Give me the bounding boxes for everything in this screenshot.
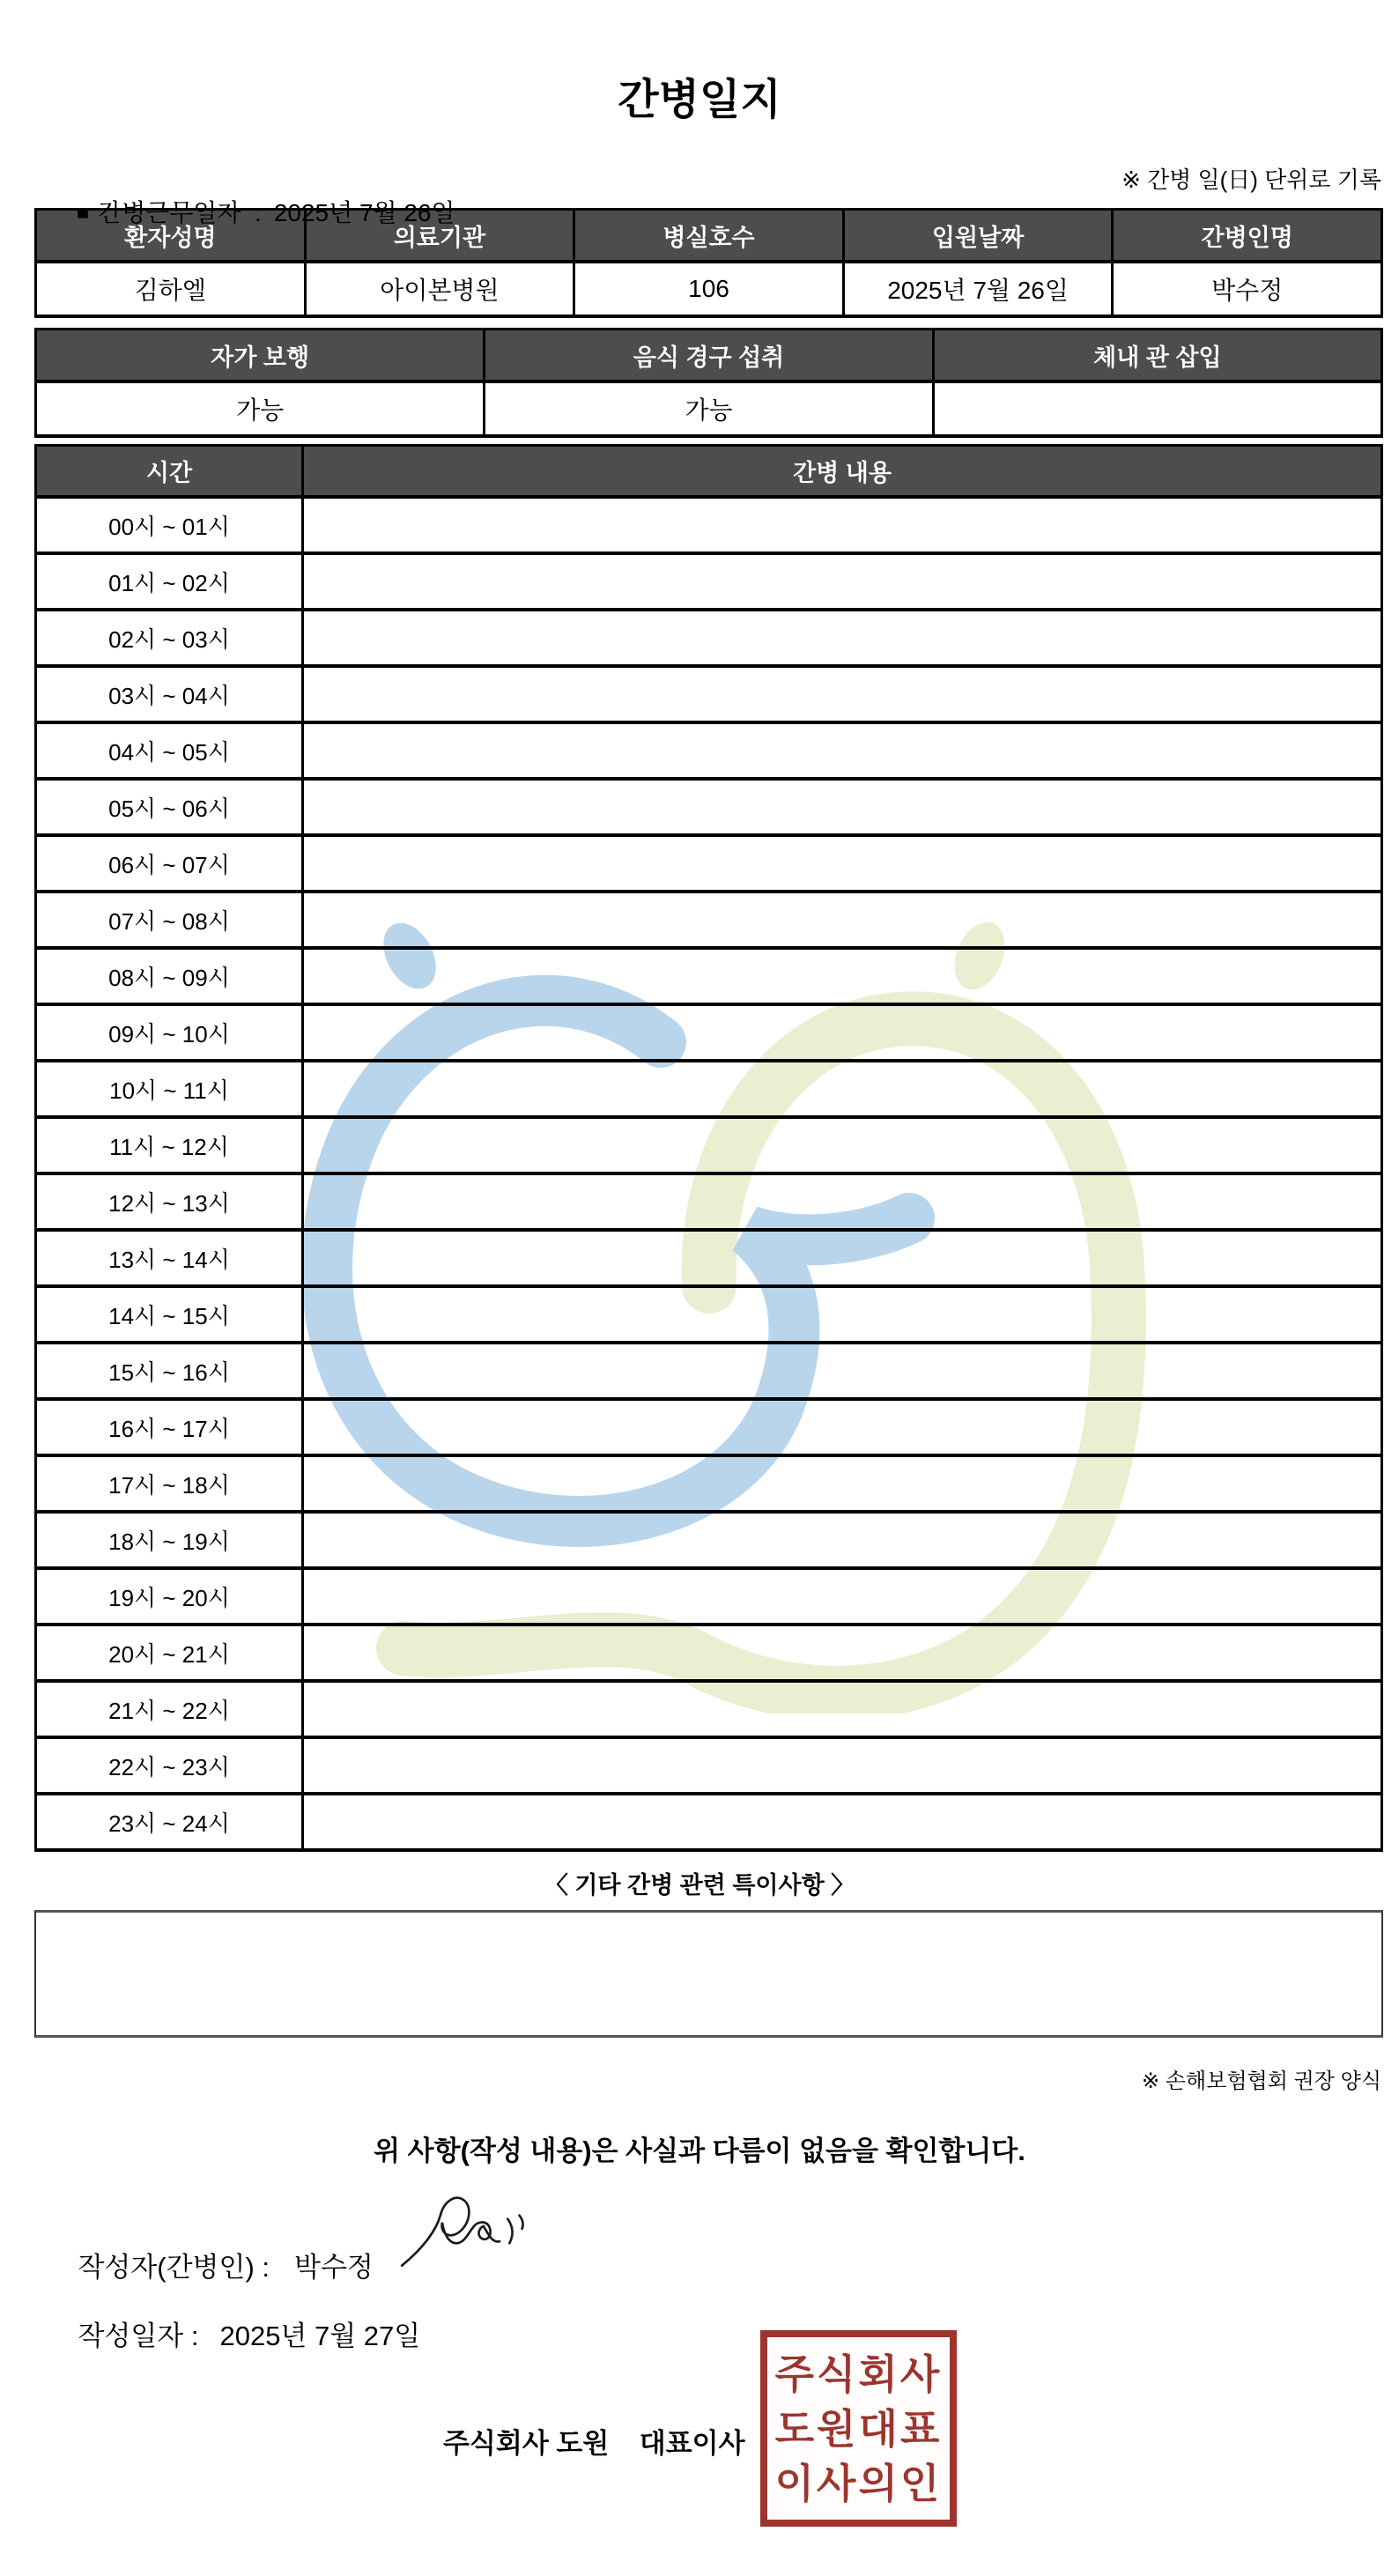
- work-date-line: [35, 166, 455, 257]
- care-row-time: 18시 ~ 19시: [36, 1512, 303, 1568]
- value-caregiver-name: 박수정: [1113, 262, 1382, 316]
- patient-value-row: [36, 262, 1382, 316]
- status-header-row: [36, 329, 1382, 382]
- care-row-time: 09시 ~ 10시: [36, 1004, 303, 1061]
- care-row-time: 20시 ~ 21시: [36, 1625, 303, 1681]
- care-row: [36, 1455, 1382, 1512]
- care-row: [36, 1681, 1382, 1737]
- care-row: [36, 835, 1382, 892]
- header-time: 시간: [36, 446, 303, 498]
- square-bullet-icon: ■: [76, 201, 90, 225]
- care-row-content: [303, 553, 1382, 610]
- care-row-content: [303, 948, 1382, 1004]
- care-row-time: 00시 ~ 01시: [36, 497, 303, 553]
- care-row-time: 10시 ~ 11시: [36, 1061, 303, 1117]
- care-row-time: 01시 ~ 02시: [36, 553, 303, 610]
- care-row-content: [303, 1794, 1382, 1850]
- care-row-content: [303, 1230, 1382, 1286]
- notes-heading: 〈 기타 간병 관련 특이사항 〉: [544, 1872, 855, 1899]
- care-row-content: [303, 1061, 1382, 1117]
- care-row-time: 19시 ~ 20시: [36, 1568, 303, 1625]
- care-row-time: 11시 ~ 12시: [36, 1117, 303, 1173]
- care-row-time: 04시 ~ 05시: [36, 722, 303, 779]
- care-row-content: [303, 610, 1382, 666]
- status-value-row: [36, 381, 1382, 436]
- care-row-time: 08시 ~ 09시: [36, 948, 303, 1004]
- care-row-content: [303, 1117, 1382, 1173]
- care-row: [36, 1737, 1382, 1794]
- care-row: [36, 1625, 1382, 1681]
- care-row-content: [303, 1286, 1382, 1343]
- care-row-time: 17시 ~ 18시: [36, 1455, 303, 1512]
- written-date-label: 작성일자 :: [78, 2321, 199, 2351]
- value-tube-insertion: [933, 381, 1381, 436]
- header-room-number: 병실호수: [574, 210, 844, 263]
- care-row-content: [303, 1173, 1382, 1230]
- care-row-time: 22시 ~ 23시: [36, 1737, 303, 1794]
- care-row: [36, 1004, 1382, 1061]
- care-row-time: 06시 ~ 07시: [36, 835, 303, 892]
- care-row-time: 15시 ~ 16시: [36, 1343, 303, 1399]
- header-admission-date: 입원날짜: [843, 210, 1113, 263]
- care-row-time: 03시 ~ 04시: [36, 666, 303, 722]
- care-row: [36, 722, 1382, 779]
- care-row-time: 05시 ~ 06시: [36, 779, 303, 835]
- handwritten-signature: [396, 2192, 544, 2273]
- care-row-content: [303, 666, 1382, 722]
- care-row-time: 21시 ~ 22시: [36, 1681, 303, 1737]
- value-oral-intake: 가능: [485, 381, 933, 436]
- value-self-walking: 가능: [36, 381, 485, 436]
- care-row: [36, 1173, 1382, 1230]
- header-patient-name: 환자성명: [36, 210, 306, 263]
- care-row: [36, 1794, 1382, 1850]
- care-row-content: [303, 722, 1382, 779]
- status-table: [34, 328, 1383, 438]
- stamp-row: 도원대표: [774, 2405, 943, 2452]
- care-row: [36, 948, 1382, 1004]
- stamp-row: 이사의인: [774, 2460, 943, 2506]
- work-date-value: 2025년 7월 26일: [273, 199, 455, 226]
- hourly-care-table: [34, 444, 1383, 1852]
- care-row: [36, 1117, 1382, 1173]
- care-row: [36, 553, 1382, 610]
- care-row-time: 23시 ~ 24시: [36, 1794, 303, 1850]
- care-row-content: [303, 892, 1382, 948]
- care-row: [36, 1512, 1382, 1568]
- value-room-number: 106: [574, 262, 844, 316]
- value-patient-name: 김하엘: [36, 262, 306, 316]
- care-row-content: [303, 1399, 1382, 1455]
- confirmation-statement: 위 사항(작성 내용)은 사실과 다름이 없음을 확인합니다.: [374, 2136, 1025, 2166]
- care-row-time: 07시 ~ 08시: [36, 892, 303, 948]
- care-row-content: [303, 1737, 1382, 1794]
- care-row-time: 13시 ~ 14시: [36, 1230, 303, 1286]
- unit-note: ※ 간병 일(日) 단위로 기록: [1121, 167, 1381, 193]
- care-row: [36, 497, 1382, 553]
- care-row-content: [303, 779, 1382, 835]
- care-row-content: [303, 497, 1382, 553]
- care-row: [36, 892, 1382, 948]
- header-care-content: 간병 내용: [303, 446, 1382, 498]
- corporate-seal-stamp: [760, 2330, 957, 2527]
- stamp-row: 주식회사: [774, 2350, 943, 2397]
- value-medical-institution: 아이본병원: [305, 262, 574, 316]
- care-row: [36, 610, 1382, 666]
- header-medical-institution: 의료기관: [305, 210, 574, 263]
- care-row-time: 14시 ~ 15시: [36, 1286, 303, 1343]
- page-title: 간병일지: [618, 77, 781, 123]
- care-row: [36, 1061, 1382, 1117]
- care-row: [36, 1343, 1382, 1399]
- written-date-line: [48, 2282, 420, 2385]
- header-caregiver-name: 간병인명: [1113, 210, 1382, 263]
- care-row: [36, 1568, 1382, 1625]
- care-row: [36, 779, 1382, 835]
- care-row: [36, 1230, 1382, 1286]
- care-row-time: 16시 ~ 17시: [36, 1399, 303, 1455]
- work-date-label: 간병근무일자 :: [98, 199, 262, 226]
- care-header-row: [36, 446, 1382, 498]
- written-date-value: 2025년 7월 27일: [219, 2321, 421, 2351]
- care-row: [36, 666, 1382, 722]
- notes-box: [34, 1910, 1383, 2038]
- care-row-content: [303, 1681, 1382, 1737]
- care-row: [36, 1286, 1382, 1343]
- care-row-content: [303, 1568, 1382, 1625]
- care-row-content: [303, 1343, 1382, 1399]
- meta-row: [35, 162, 1381, 257]
- value-admission-date: 2025년 7월 26일: [843, 262, 1113, 316]
- care-row-time: 02시 ~ 03시: [36, 610, 303, 666]
- company-ceo-line: 주식회사 도원 대표이사: [443, 2428, 745, 2459]
- care-row-content: [303, 835, 1382, 892]
- header-self-walking: 자가 보행: [36, 329, 485, 382]
- insurance-association-footnote: ※ 손해보험협회 권장 양식: [1142, 2069, 1381, 2093]
- care-row-content: [303, 1625, 1382, 1681]
- care-row-time: 12시 ~ 13시: [36, 1173, 303, 1230]
- writer-label: 작성자(간병인) :: [78, 2252, 270, 2283]
- care-row-content: [303, 1004, 1382, 1061]
- care-row: [36, 1399, 1382, 1455]
- care-row-content: [303, 1455, 1382, 1512]
- header-oral-intake: 음식 경구 섭취: [485, 329, 933, 382]
- care-table-body: [36, 497, 1382, 1850]
- writer-name: 박수정: [294, 2252, 374, 2283]
- care-row-content: [303, 1512, 1382, 1568]
- header-tube-insertion: 체내 관 삽입: [933, 329, 1381, 382]
